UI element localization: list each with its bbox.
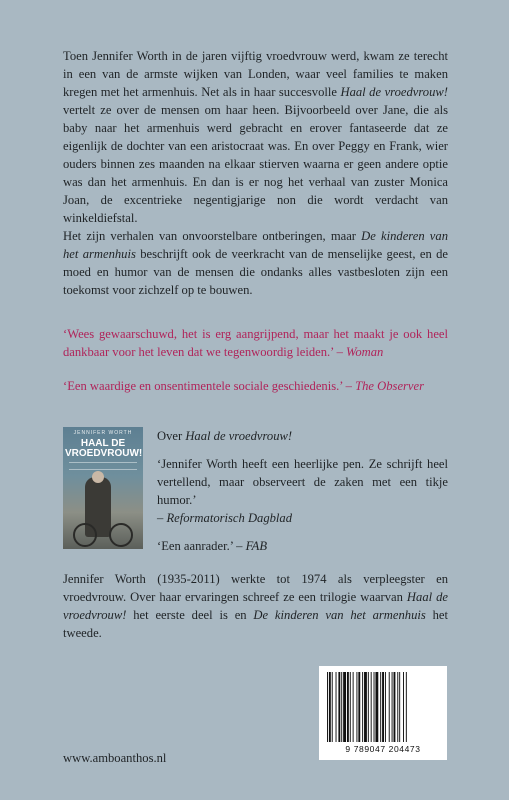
barcode-bar <box>362 672 363 742</box>
book-cover-thumbnail <box>63 427 143 549</box>
isbn-barcode <box>319 666 447 760</box>
blurb-paragraph-1 <box>63 47 448 227</box>
barcode-bar <box>353 672 354 742</box>
barcode-bar <box>343 672 346 742</box>
text-run: het eerste deel is en <box>126 608 254 622</box>
press-quotes <box>63 325 448 395</box>
barcode-bar <box>356 672 357 742</box>
over-heading: Over Haal de vroedvrouw! <box>157 429 293 443</box>
italic-title-run: Haal de vroedvrouw! <box>340 85 448 99</box>
barcode-bar <box>374 672 375 742</box>
text-run: Het zijn verhalen van onvoorstelbare ontberingen, maar <box>63 229 362 243</box>
author-bio-text <box>63 570 448 642</box>
cover-subtitle-rule <box>69 462 137 470</box>
barcode-bar <box>358 672 360 742</box>
barcode-bar <box>338 672 340 742</box>
barcode-bar <box>392 672 393 742</box>
italic-title-run: De kinderen van het armenhuis <box>63 229 448 261</box>
barcode-bar <box>368 672 369 742</box>
barcode-bar <box>336 672 337 742</box>
barcode-bar <box>327 672 328 742</box>
quote-woman: ‘Wees gewaarschuwd, het is erg aangrijpend, maar het maakt je ook heel dankbaar voor het leven dat we tegenwoordig leiden.’ – Woman <box>63 327 448 359</box>
review-source-1: – Reformatorisch Dagblad <box>157 511 293 525</box>
quote-observer: ‘Een waardige en onsentimentele sociale geschiedenis.’ – The Observer <box>63 379 425 393</box>
cover-figure-head <box>92 471 104 483</box>
cover-author: JENNIFER WORTH <box>73 430 133 436</box>
italic-title-run: Haal de vroedvrouw! <box>63 590 448 622</box>
barcode-bar <box>329 672 331 742</box>
barcode-bar <box>406 672 407 742</box>
review-quote-1: ‘Jennifer Worth heeft een heerlijke pen. Ze schrijft heel vertellend, maar observeert de zaken met een tikje humor.’ – Reformatorisch Dagblad <box>157 457 448 525</box>
barcode-bar <box>350 672 351 742</box>
review-source-2: FAB <box>245 539 268 553</box>
isbn-number: 9 789047 204473 <box>345 744 421 754</box>
text-run: het tweede. <box>63 608 448 640</box>
text-run: Toen Jennifer Worth in de jaren vijftig vroedvrouw werd, kwam ze terecht in een van de armste wijken van Londen, waar veel families te maken kregen met het armenhuis. Net als in haar succesvolle <box>63 49 448 99</box>
barcode-bar <box>394 672 396 742</box>
cover-bicycle-wheel-front <box>73 523 97 547</box>
italic-title-run: De kinderen van het armenhuis <box>253 608 426 622</box>
text-run: vertelt ze over de mensen om haar heen. Bijvoorbeeld over Jane, die als baby naar het armenhuis werd gebracht en erover fantaseerde dat ze eigenlijk de dochter van een aristocraat was. En over Peggy en Frank, wier ouders binnen zes maanden na elkaar stierven waarna er geen andere optie was dan het armenhuis. En dan is er nog het verhaal van zuster Monica Joan, de excentrieke negentigjarige non die wordt verdacht van winkeldiefstal. <box>63 103 448 225</box>
cover-bicycle-wheel-back <box>109 523 133 547</box>
barcode-bars <box>325 672 441 744</box>
text-run: beschrijft ook de veerkracht van de menselijke geest, en de moed en humor van de mensen die ondanks alles vastbesloten zijn een toekomst voor zichzelf op te bouwen. <box>63 247 448 297</box>
barcode-bar <box>371 672 372 742</box>
publisher-website[interactable]: www.amboanthos.nl <box>63 751 167 765</box>
barcode-bar <box>364 672 367 742</box>
blurb-paragraph-2 <box>63 227 448 299</box>
previous-book-reviews <box>157 427 448 555</box>
barcode-bar <box>397 672 398 742</box>
barcode-bar <box>399 672 400 742</box>
barcode-bar <box>375 672 378 742</box>
quote-source-woman: Woman <box>346 345 384 359</box>
barcode-bar <box>403 672 404 742</box>
barcode-bar <box>380 672 381 742</box>
barcode-bar <box>347 672 349 742</box>
barcode-bar <box>341 672 342 742</box>
barcode-bar <box>382 672 384 742</box>
quote-source-observer: The Observer <box>355 379 425 393</box>
cover-title: HAAL DE VROEDVROUW! <box>65 438 143 459</box>
review-quote-2: ‘Een aanrader.’ – FAB <box>157 539 268 553</box>
text-run: Jennifer Worth (1935-2011) werkte tot 1974 als verpleegster en vroedvrouw. Over haar ervaringen schreef ze een trilogie waarvan <box>63 572 448 604</box>
barcode-bar <box>385 672 386 742</box>
author-bio <box>63 570 448 642</box>
barcode-bar <box>389 672 390 742</box>
barcode-bar <box>332 672 333 742</box>
back-cover-blurb <box>63 47 448 299</box>
